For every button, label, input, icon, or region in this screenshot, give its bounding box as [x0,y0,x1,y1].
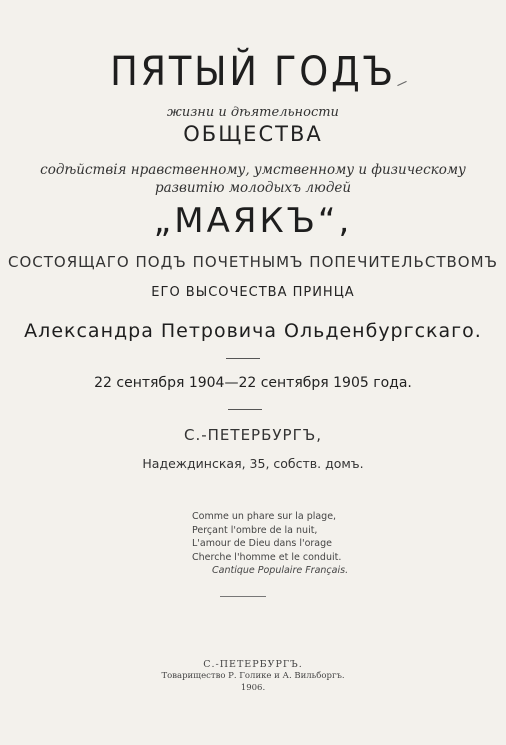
society-purpose-line-2: развитію молодыхъ людей [154,180,352,196]
divider [220,596,266,597]
address: Надеждинская, 35, собств. домъ. [142,456,364,471]
epigraph [192,510,348,578]
city: С.-ПЕТЕРБУРГЪ, [184,426,322,444]
society-heading: ОБЩЕСТВА [183,122,323,146]
society-purpose-line-1: содѣйствія нравственному, умственному и физическому [40,162,466,178]
book-title: ПЯТЫЙ ГОДЪ [110,49,396,95]
prince-name: Александра Петровича Ольденбургскаго. [24,320,482,342]
patronage-line: СОСТОЯЩАГО ПОДЪ ПОЧЕТНЫМЪ ПОПЕЧИТЕЛЬСТВОМЪ [7,253,499,271]
society-name: „МАЯКЪ“, [153,201,353,241]
epigraph-line: L'amour de Dieu dans l'orage [192,538,332,549]
highness-line: ЕГО ВЫСОЧЕСТВА ПРИНЦА [151,285,355,300]
imprint-city: С.-ПЕТЕРБУРГЪ. [203,659,303,670]
epigraph-line: Perçant l'ombre de la nuit, [192,524,318,536]
epigraph-line: Cherche l'homme et le conduit. [192,551,342,563]
divider [228,409,262,410]
epigraph-line: Comme un phare sur la plage, [192,511,337,522]
date-range: 22 сентября 1904—22 сентября 1905 года. [94,375,412,391]
epigraph-credit: Cantique Populaire Français. [212,565,349,576]
subtitle: жизни и дѣятельности [167,105,339,120]
divider [226,358,260,359]
imprint-printer: Товарищество Р. Голике и А. Вильборгъ. [161,671,345,681]
imprint-year: 1906. [240,683,266,693]
